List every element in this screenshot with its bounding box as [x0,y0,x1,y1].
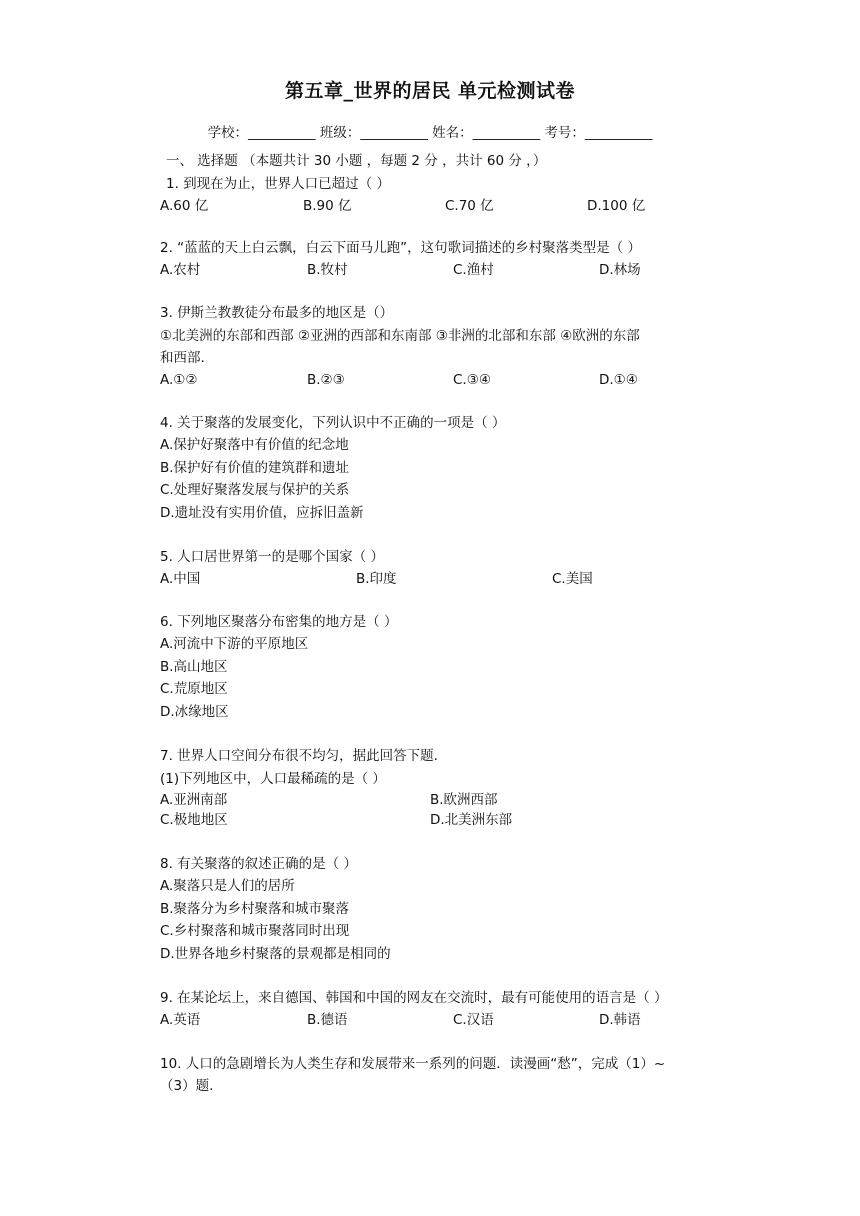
question-3-option-c: C.③④ [453,372,491,388]
question-9-option-c: C.汉语 [453,1012,494,1028]
question-1-option-c: C.70 亿 [445,198,494,214]
question-4-stem: 4. 关于聚落的发展变化，下列认识中不正确的一项是（ ） [160,415,506,431]
question-8-stem: 8. 有关聚落的叙述正确的是（ ） [160,856,357,872]
page-title: 第五章_世界的居民 单元检测试卷 [284,80,576,102]
question-5-stem: 5. 人口居世界第一的是哪个国家（ ） [160,549,384,565]
question-6-stem: 6. 下列地区聚落分布密集的地方是（ ） [160,614,398,630]
question-8-option-b: B.聚落分为乡村聚落和城市聚落 [160,901,350,917]
question-3-option-a: A.①② [160,372,198,388]
question-5-option-b: B.印度 [356,571,397,587]
question-7-stem: 7. 世界人口空间分布很不均匀，据此回答下题. [160,748,438,764]
question-3-option-b: B.②③ [307,372,345,388]
question-1-option-b: B.90 亿 [303,198,352,214]
question-4-option-a: A.保护好聚落中有价值的纪念地 [160,437,349,453]
section-heading: 一、 选择题 （本题共计 30 小题 ，每题 2 分 ，共计 60 分 ，） [166,153,547,169]
question-2-option-d: D.林场 [599,262,641,278]
question-3-option-d: D.①④ [599,372,638,388]
question-2-option-b: B.牧村 [307,262,348,278]
question-1-option-a: A.60 亿 [160,198,209,214]
question-9-option-a: A.英语 [160,1012,201,1028]
question-2-stem: 2. “蓝蓝的天上白云飘，白云下面马儿跑”，这句歌词描述的乡村聚落类型是（ ） [160,240,641,256]
question-10-text-line-1: 10. 人口的急剧增长为人类生存和发展带来一系列的问题．读漫画“愁”，完成（1）~ [160,1056,666,1072]
question-1-stem: 1. 到现在为止，世界人口已超过（ ） [166,176,390,192]
question-6-option-b: B.高山地区 [160,659,228,675]
question-4-option-c: C.处理好聚落发展与保护的关系 [160,482,350,498]
question-7-option-c: C.极地地区 [160,812,228,828]
question-2-option-a: A.农村 [160,262,201,278]
question-3-text-line-1: ①北美洲的东部和西部 ②亚洲的西部和东南部 ③非洲的北部和东部 ④欧洲的东部 [160,328,640,344]
question-3-stem: 3. 伊斯兰教教徒分布最多的地区是（） [160,305,394,321]
question-6-option-d: D.冰缘地区 [160,704,229,720]
question-9-option-d: D.韩语 [599,1012,641,1028]
question-10-text-line-2: （3）题. [160,1078,214,1094]
question-6-option-c: C.荒原地区 [160,681,228,697]
question-9-stem: 9. 在某论坛上，来自德国、韩国和中国的网友在交流时，最有可能使用的语言是（ ） [160,990,668,1006]
question-7-option-b: B.欧洲西部 [430,792,498,808]
question-4-option-b: B.保护好有价值的建筑群和遗址 [160,460,350,476]
question-7-option-a: A.亚洲南部 [160,792,228,808]
question-7-option-d: D.北美洲东部 [430,812,513,828]
question-3-text-line-2: 和西部. [160,350,205,366]
student-info-line: 学校：__________ 班级：__________ 姓名：__________ 考号：__________ [207,125,653,141]
question-8-option-a: A.聚落只是人们的居所 [160,878,295,894]
question-8-option-d: D.世界各地乡村聚落的景观都是相同的 [160,946,391,962]
question-2-option-c: C.渔村 [453,262,494,278]
question-4-option-d: D.遗址没有实用价值，应拆旧盖新 [160,505,364,521]
question-8-option-c: C.乡村聚落和城市聚落同时出现 [160,923,350,939]
question-1-option-d: D.100 亿 [587,198,646,214]
question-7-subquestion: (1)下列地区中，人口最稀疏的是（ ） [160,771,386,787]
question-5-option-a: A.中国 [160,571,201,587]
question-5-option-c: C.美国 [552,571,593,587]
question-6-option-a: A.河流中下游的平原地区 [160,636,309,652]
question-9-option-b: B.德语 [307,1012,348,1028]
